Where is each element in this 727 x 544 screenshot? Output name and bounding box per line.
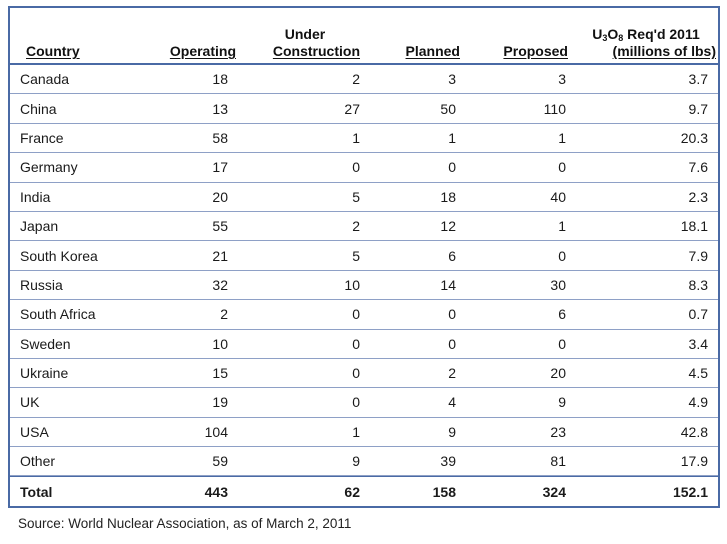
table-row	[10, 271, 718, 300]
cell-operating: 32	[212, 276, 228, 293]
cell-proposed: 110	[543, 100, 566, 117]
cell-proposed: 0	[558, 159, 566, 176]
header-proposed	[476, 43, 568, 60]
table-row	[10, 359, 718, 388]
cell-uranium-required: 8.3	[688, 276, 708, 293]
cell-proposed: 81	[550, 453, 566, 470]
header-operating-label: Operating	[169, 43, 236, 59]
cell-operating: 10	[212, 335, 228, 352]
header-req-line2: (millions of lbs)	[612, 43, 716, 59]
cell-country: India	[20, 188, 51, 205]
cell-under-construction: 0	[352, 394, 360, 411]
cell-under-construction: 5	[352, 247, 360, 264]
cell-operating: 19	[212, 394, 228, 411]
cell-operating: 15	[212, 365, 228, 382]
header-country-label: Country	[26, 43, 80, 59]
reactor-table	[8, 6, 720, 508]
cell-under-construction: 0	[352, 159, 360, 176]
table-header	[10, 8, 718, 65]
cell-country: China	[20, 100, 57, 117]
cell-country: Japan	[20, 218, 59, 235]
header-country	[26, 43, 106, 60]
header-operating	[156, 43, 236, 60]
cell-planned: 12	[440, 218, 456, 235]
cell-planned: 3	[448, 71, 456, 88]
table-row	[10, 330, 718, 359]
table-total-row	[10, 476, 718, 505]
header-planned-label: Planned	[405, 43, 460, 59]
cell-country: Total	[20, 483, 53, 500]
cell-uranium-required: 3.4	[688, 335, 708, 352]
cell-planned: 9	[448, 423, 456, 440]
cell-under-construction: 2	[352, 71, 360, 88]
cell-uranium-required: 18.1	[680, 218, 708, 235]
table-row	[10, 388, 718, 417]
cell-under-construction: 0	[352, 365, 360, 382]
cell-planned: 0	[448, 306, 456, 323]
header-req-line1	[576, 26, 716, 43]
cell-under-construction: 1	[352, 423, 360, 440]
cell-country: France	[20, 129, 64, 146]
cell-planned: 14	[440, 276, 456, 293]
cell-country: Canada	[20, 71, 70, 88]
cell-proposed: 40	[550, 188, 566, 205]
source-note: Source: World Nuclear Association, as of March 2, 2011	[18, 516, 352, 531]
header-under-line1: Under	[284, 26, 326, 42]
cell-under-construction: 9	[352, 453, 360, 470]
cell-uranium-required: 4.9	[688, 394, 708, 411]
cell-operating: 104	[204, 423, 228, 440]
cell-under-construction: 1	[352, 129, 360, 146]
cell-operating: 21	[212, 247, 228, 264]
cell-uranium-required: 9.7	[688, 100, 708, 117]
cell-country: Other	[20, 453, 56, 470]
cell-uranium-required: 152.1	[672, 483, 708, 500]
cell-planned: 2	[448, 365, 456, 382]
header-planned	[380, 43, 460, 60]
header-uranium-required	[576, 26, 716, 60]
cell-operating: 59	[212, 453, 228, 470]
cell-operating: 13	[212, 100, 228, 117]
cell-planned: 18	[440, 188, 456, 205]
cell-planned: 158	[432, 483, 456, 500]
cell-under-construction: 62	[344, 483, 360, 500]
cell-uranium-required: 4.5	[688, 365, 708, 382]
table-body	[10, 65, 718, 506]
header-req-u: U	[592, 26, 603, 42]
cell-operating: 2	[220, 306, 228, 323]
cell-planned: 6	[448, 247, 456, 264]
table-row	[10, 153, 718, 182]
header-under-line2: Construction	[272, 43, 360, 59]
cell-proposed: 3	[558, 71, 566, 88]
cell-uranium-required: 2.3	[688, 188, 708, 205]
cell-country: USA	[20, 423, 49, 440]
cell-proposed: 0	[558, 247, 566, 264]
header-proposed-label: Proposed	[503, 43, 568, 59]
cell-country: South Africa	[20, 306, 96, 323]
table-row	[10, 94, 718, 123]
cell-operating: 17	[212, 159, 228, 176]
cell-operating: 20	[212, 188, 228, 205]
cell-under-construction: 27	[344, 100, 360, 117]
cell-proposed: 20	[550, 365, 566, 382]
cell-planned: 1	[448, 129, 456, 146]
cell-under-construction: 0	[352, 306, 360, 323]
cell-planned: 0	[448, 335, 456, 352]
table-row	[10, 447, 718, 476]
header-req-o: O	[607, 26, 619, 42]
cell-country: Russia	[20, 276, 63, 293]
cell-under-construction: 0	[352, 335, 360, 352]
cell-operating: 55	[212, 218, 228, 235]
header-req-sub2: 8	[618, 33, 624, 43]
table-row	[10, 212, 718, 241]
cell-uranium-required: 20.3	[680, 129, 708, 146]
cell-uranium-required: 7.9	[688, 247, 708, 264]
table-row	[10, 183, 718, 212]
cell-uranium-required: 17.9	[680, 453, 708, 470]
cell-uranium-required: 3.7	[688, 71, 708, 88]
cell-planned: 4	[448, 394, 456, 411]
cell-proposed: 30	[550, 276, 566, 293]
cell-country: Sweden	[20, 335, 71, 352]
cell-operating: 443	[204, 483, 228, 500]
cell-proposed: 0	[558, 335, 566, 352]
table-row	[10, 124, 718, 153]
cell-planned: 39	[440, 453, 456, 470]
cell-proposed: 1	[558, 129, 566, 146]
cell-planned: 0	[448, 159, 456, 176]
table-row	[10, 418, 718, 447]
cell-proposed: 324	[542, 483, 566, 500]
header-under-construction	[250, 26, 360, 60]
cell-planned: 50	[440, 100, 456, 117]
cell-proposed: 6	[558, 306, 566, 323]
cell-uranium-required: 0.7	[688, 306, 708, 323]
cell-proposed: 23	[550, 423, 566, 440]
header-req-rest: Req'd 2011	[623, 26, 700, 42]
cell-under-construction: 10	[344, 276, 360, 293]
cell-country: South Korea	[20, 247, 98, 264]
table-row	[10, 65, 718, 94]
cell-operating: 18	[212, 71, 228, 88]
table-row	[10, 241, 718, 270]
header-req-sub1: 3	[602, 33, 608, 43]
cell-under-construction: 2	[352, 218, 360, 235]
cell-proposed: 1	[558, 218, 566, 235]
cell-uranium-required: 42.8	[680, 423, 708, 440]
cell-country: UK	[20, 394, 40, 411]
cell-country: Ukraine	[20, 365, 69, 382]
table-row	[10, 300, 718, 329]
cell-country: Germany	[20, 159, 78, 176]
cell-operating: 58	[212, 129, 228, 146]
cell-uranium-required: 7.6	[688, 159, 708, 176]
cell-proposed: 9	[558, 394, 566, 411]
cell-under-construction: 5	[352, 188, 360, 205]
